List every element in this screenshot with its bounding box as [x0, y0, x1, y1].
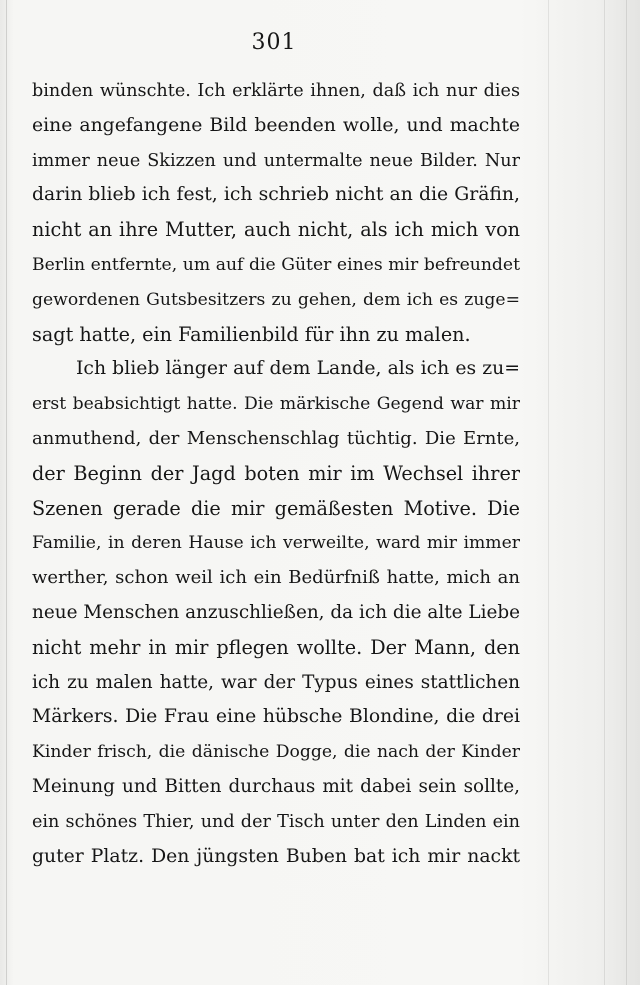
text-line: werther, schon weil ich ein Bedürfniß hatte, mich an — [32, 567, 520, 589]
text-line: Ich blieb länger auf dem Lande, als ich es zu= — [76, 358, 520, 380]
text-line: eine angefangene Bild beenden wolle, und machte — [32, 114, 520, 136]
text-line: darin blieb ich fest, ich schrieb nicht an die Gräfin, — [32, 184, 520, 206]
text-line: Kinder frisch, die dänische Dogge, die nach der Kinder — [32, 742, 520, 763]
text-line: immer neue Skizzen und untermalte neue Bilder. Nur — [32, 150, 520, 171]
text-line: Szenen gerade die mir gemäßesten Motive. Die — [32, 496, 520, 520]
text-line: ich zu malen hatte, war der Typus eines stattlichen — [32, 671, 520, 693]
text-line: sagt hatte, ein Familienbild für ihn zu malen. — [32, 322, 471, 346]
text-line: ein schönes Thier, und der Tisch unter den Linden ein — [32, 811, 520, 832]
text-line: der Beginn der Jagd boten mir im Wechsel ihrer — [32, 461, 520, 485]
text-line: erst beabsichtigt hatte. Die märkische Gegend war mir — [32, 394, 520, 415]
text-line: Meinung und Bitten durchaus mit dabei sein sollte, — [32, 775, 520, 797]
text-line: nicht an ihre Mutter, auch nicht, als ich mich von — [32, 218, 520, 242]
page-edge-line — [626, 0, 627, 985]
page-number: 301 — [251, 30, 297, 55]
text-line: guter Platz. Den jüngsten Buben bat ich mir nackt — [32, 845, 520, 867]
text-line: binden wünschte. Ich erklärte ihnen, daß ich nur dies — [32, 81, 520, 101]
text-line: neue Menschen anzuschließen, da ich die alte Liebe — [32, 601, 520, 623]
text-line: Familie, in deren Hause ich verweilte, ward mir immer — [32, 533, 520, 554]
text-line: Berlin entfernte, um auf die Güter eines mir befreundet — [32, 254, 520, 275]
page-edge-shadow — [6, 0, 7, 985]
body-text — [32, 74, 520, 874]
text-line: nicht mehr in mir pflegen wollte. Der Mann, den — [32, 635, 520, 659]
page-fold-line — [548, 0, 549, 985]
text-line: Märkers. Die Frau eine hübsche Blondine, die drei — [32, 706, 520, 728]
page-fold-line — [604, 0, 605, 985]
text-line: gewordenen Gutsbesitzers zu gehen, dem ich es zuge= — [32, 289, 520, 310]
text-line: anmuthend, der Menschenschlag tüchtig. Die Ernte, — [32, 427, 520, 449]
